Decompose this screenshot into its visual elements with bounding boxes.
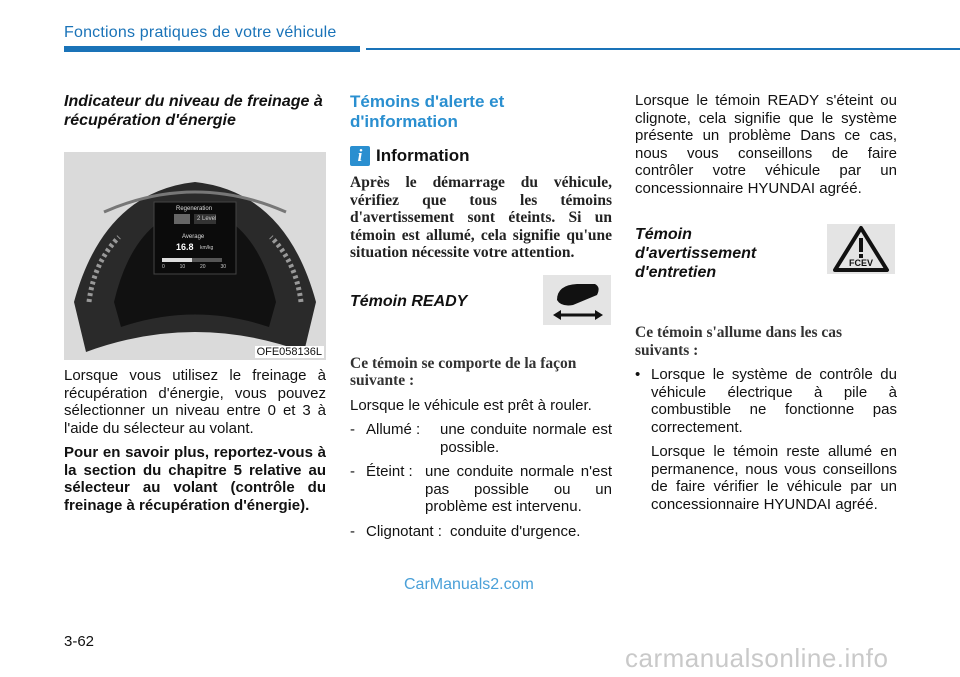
- fcev-label: FCEV: [849, 258, 874, 268]
- cluster-illustration: [64, 152, 326, 360]
- tick-10: 10: [179, 264, 186, 270]
- info-text: Après le démarrage du véhicule, vérifiez que tous les témoins d'avertissement sont éteints. Si un témoin est allumé, cela signifie qu'une situation nécessite votre attention.: [350, 174, 612, 261]
- ready-off-paragraph: Lorsque le témoin READY s'éteint ou clignote, cela signifie que le système présente un problème Dans ce cas, nous vous conseillons de faire contrôler votre véhicule par un concessionnaire HYUNDAI agréé.: [635, 92, 897, 197]
- list-item: [635, 443, 897, 513]
- list-text: une conduite normale est possible.: [440, 421, 612, 456]
- list-dash: -: [350, 463, 355, 480]
- list-item: [350, 421, 612, 456]
- page-header-title: Fonctions pratiques de votre véhicule: [64, 24, 337, 41]
- bullet-text-continued: Lorsque le témoin reste allumé en permanence, nous vous conseillons de faire vérifier le véhicule par un concessionnaire HYUNDAI agréé.: [651, 443, 897, 513]
- list-dash: -: [350, 522, 355, 540]
- list-item: [350, 463, 612, 516]
- screen-level: 2 Level: [197, 216, 217, 222]
- screen-average: Average: [182, 234, 205, 240]
- screen-title: Regeneration: [176, 206, 213, 212]
- ready-indicator-icon: [543, 275, 611, 325]
- screen-ticks: [162, 264, 226, 270]
- header-rule-thin: [366, 48, 960, 50]
- list-label: Éteint :: [366, 463, 413, 480]
- header-rule-thick: [64, 46, 360, 52]
- list-item: [350, 523, 612, 541]
- list-label: Clignotant :: [366, 522, 442, 540]
- regen-brake-heading: Indicateur du niveau de freinage à récupération d'énergie: [64, 93, 323, 129]
- regen-paragraph: Lorsque vous utilisez le freinage à récupération d'énergie, vous pouvez sélectionner un niveau entre 0 et 3 à l'aide du sélecteur au volant.: [64, 367, 326, 437]
- screen-value: 16.8: [176, 242, 194, 252]
- page-number: 3-62: [64, 633, 95, 650]
- info-icon: i: [350, 146, 370, 166]
- cluster-figure: [64, 152, 326, 360]
- info-title: Information: [376, 146, 470, 165]
- column-1: [64, 92, 326, 514]
- ready-paragraph: Lorsque le véhicule est prêt à rouler.: [350, 396, 592, 414]
- tick-30: 30: [220, 264, 226, 270]
- column-3: [635, 92, 897, 513]
- list-text: conduite d'urgence.: [450, 522, 581, 540]
- watermark-carmanualsonline: carmanualsonline.info: [625, 643, 889, 673]
- bullet: •: [635, 366, 641, 383]
- watermark-carmanuals2: CarManuals2.com: [404, 576, 534, 593]
- fcev-warning-icon: [827, 224, 895, 274]
- list-dash: -: [350, 421, 355, 438]
- maintenance-heading: Témoin d'avertissement d'entretien: [635, 226, 757, 281]
- bullet-text: Lorsque le système de contrôle du véhicule électrique à pile à combustible ne fonctionne pas correctement.: [651, 366, 897, 436]
- screen-unit: km/kg: [200, 245, 214, 251]
- info-header: [350, 146, 612, 166]
- ready-heading: Témoin READY: [350, 292, 468, 310]
- list-text: une conduite normale n'est pas possible ou un problème est intervenu.: [425, 463, 612, 515]
- list-label: Allumé :: [366, 421, 421, 438]
- regen-reference-paragraph: Pour en savoir plus, reportez-vous à la section du chapitre 5 relative au sélecteur au volant (contrôle du freinage à récupération d'énergie).: [64, 444, 326, 514]
- list-item: [635, 366, 897, 436]
- tick-20: 20: [200, 264, 206, 270]
- tick-0: 0: [162, 264, 165, 270]
- figure-caption: OFE058136L: [256, 346, 322, 358]
- lights-heading: Ce témoin s'allume dans les cas suivants :: [635, 324, 843, 359]
- behaves-heading: Ce témoin se comporte de la façon suivante :: [350, 354, 577, 389]
- section-title: Témoins d'alerte et d'information: [350, 92, 505, 131]
